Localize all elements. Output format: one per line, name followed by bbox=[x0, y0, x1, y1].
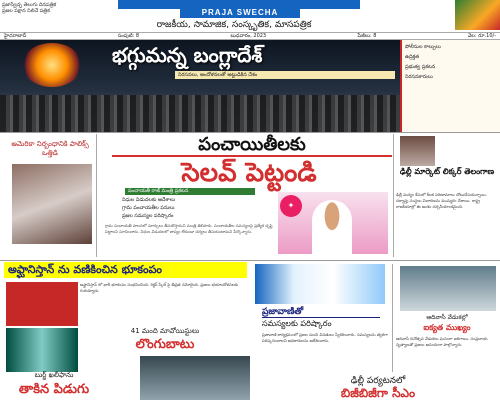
party-emblem-icon: ✦ bbox=[280, 195, 302, 217]
masthead-line: ప్రజాస్వేచ్ఛ తెలుగు దినపత్రిక bbox=[2, 2, 57, 8]
lead-side-item: నిరసనకారులు bbox=[405, 74, 433, 80]
lightning-photo bbox=[6, 328, 78, 372]
burj-headline[interactable]: తాకిన పిడుగు bbox=[18, 382, 90, 397]
main-bullet: గ్రామ పంచాయతీల పనులు bbox=[122, 205, 175, 211]
lead-side-list bbox=[400, 40, 500, 132]
earthquake-body: అఫ్ఘానిస్తాన్ లో భారీ భూకంపం సంభవించింది. రిక్టర్ స్కేల్ పై తీవ్రత నమోదైంది. ప్రజలు భయాందోళనలకు గురయ్యారు. bbox=[80, 282, 239, 293]
earthquake-photo bbox=[6, 282, 78, 326]
portrait-figure bbox=[312, 200, 352, 254]
dateline-pages: పేజీలు: 8 bbox=[357, 33, 377, 39]
right-story-title[interactable]: ఢిల్లీ మార్కెట్ లిక్కర్ తెలంగాణ bbox=[399, 167, 495, 176]
praja-vani-title[interactable]: ప్రజావాణితో bbox=[262, 306, 380, 318]
brand-name: PRAJA SWECHA bbox=[180, 8, 300, 18]
right-lower-photo bbox=[400, 266, 496, 311]
right-lower-title[interactable]: ఐక్యత ముఖ్యం bbox=[423, 323, 471, 332]
right-lower-body: ఆదివాసీ దినోత్సవ వేడుకలు ఘనంగా జరిగాయి. సంప్రదాయ నృత్యాలతో ప్రజలు ఆనందంగా పాల్గొన్నారు. bbox=[396, 336, 488, 347]
lead-side-item: ఉద్రిక్తత bbox=[405, 54, 420, 60]
dateline-city: హైదరాబాద్ bbox=[4, 33, 27, 39]
dateline-price: వెల: రూ.10/- bbox=[467, 33, 496, 39]
left-story-title[interactable]: అమెరికా నిర్బంధానికి పాలిక్స్ ఒత్తిడి bbox=[11, 140, 89, 157]
delhi-headline[interactable]: బిజీబిజీగా సీఎం bbox=[340, 386, 416, 400]
right-story-body: ఢిల్లీ మద్యం కేసులో కీలక పరిణామాలు చోటుచేసుకున్నాయి. దర్యాప్తు సంస్థలు విచారణను ముమ్మరం చేశాయి. రాష్ట్ర రాజకీయాల్లో ఈ అంశం చర్చనీయాంశమైంది. bbox=[396, 192, 487, 209]
right-lower-title-top: ఆదివాసీ వేడుకల్లో bbox=[426, 314, 468, 321]
lead-side-item: ప్రభుత్వ ప్రకటన bbox=[405, 64, 436, 70]
main-story-bullets bbox=[122, 196, 272, 222]
lead-side-item: పోలీసుల కాల్పులు bbox=[405, 44, 441, 50]
lead-subheadline: నిరసనలు, ఆందోళనలతో అట్టుడికిన దేశం bbox=[175, 71, 395, 79]
lead-headline[interactable]: భగ్గుమన్న బంగ్లాదేశ్ bbox=[112, 43, 263, 67]
maoist-headline-top: 41 మంది మావోయిస్టులు bbox=[130, 327, 200, 335]
dateline bbox=[0, 32, 500, 40]
delhi-headline-top: ఢిల్లీ పర్యటనలో bbox=[350, 376, 406, 386]
earthquake-headline[interactable]: అఫ్ఘానిస్తాన్ ను వణికించిన భూకంపం bbox=[4, 262, 247, 278]
main-story-bar: పంచాయతీ రాజ్ మంత్రి ప్రకటన bbox=[125, 188, 255, 195]
main-headline-top[interactable]: పంచాయితీలకు bbox=[112, 133, 392, 157]
main-story-body: గ్రామ పంచాయతీ పాలనలో మార్పులు తీసుకొస్తామని మంత్రి తెలిపారు. పంచాయతీల సమస్యలపై ప్రత్యేక దృష్టి పెట్టాలని సూచించారు. నిధుల విడుదలలో జాప్యం లేకుండా చర్యలు తీసుకుంటామని పేర్కొన్నారు. bbox=[105, 223, 273, 234]
masthead-photo bbox=[455, 0, 500, 30]
main-headline[interactable]: సెలవ్ పెట్టండి bbox=[181, 158, 317, 188]
dateline-date: బుధవారం, 2023 bbox=[230, 33, 267, 39]
masthead-tagline: రాజకీయ, సామాజిక, సంస్కృతిక, మాసపత్రిక bbox=[156, 20, 312, 30]
left-story-photo bbox=[12, 164, 92, 244]
main-bullet: ప్రజల సమస్యల పరిష్కారం bbox=[122, 213, 174, 219]
masthead-left-text bbox=[2, 2, 114, 22]
fire-image bbox=[22, 43, 82, 87]
main-bullet: నిధుల విడుదలకు ఆదేశాలు bbox=[122, 197, 176, 203]
dateline-volume: సంపుటి: 8 bbox=[117, 33, 140, 39]
right-story-photo bbox=[400, 136, 435, 166]
officer-photo bbox=[140, 356, 250, 400]
praja-vani-body: ప్రజావాణి కార్యక్రమంలో ప్రజల నుంచి వినతులు స్వీకరించారు. సమస్యలను త్వరగా పరిష్కరించాలని అధికారులను ఆదేశించారు. bbox=[262, 332, 388, 343]
crowd-image bbox=[0, 95, 400, 132]
praja-vani-subtitle: సమస్యలకు పరిష్కారం bbox=[262, 319, 332, 328]
burj-headline-top: బుర్జ్ ఖలీఫాను bbox=[34, 371, 74, 379]
masthead-line: ప్రజల పక్షాన నిలిచే పత్రిక bbox=[2, 8, 50, 14]
praja-vani-photo bbox=[255, 264, 385, 304]
maoist-headline[interactable]: లొంగుబాటు bbox=[135, 337, 195, 352]
